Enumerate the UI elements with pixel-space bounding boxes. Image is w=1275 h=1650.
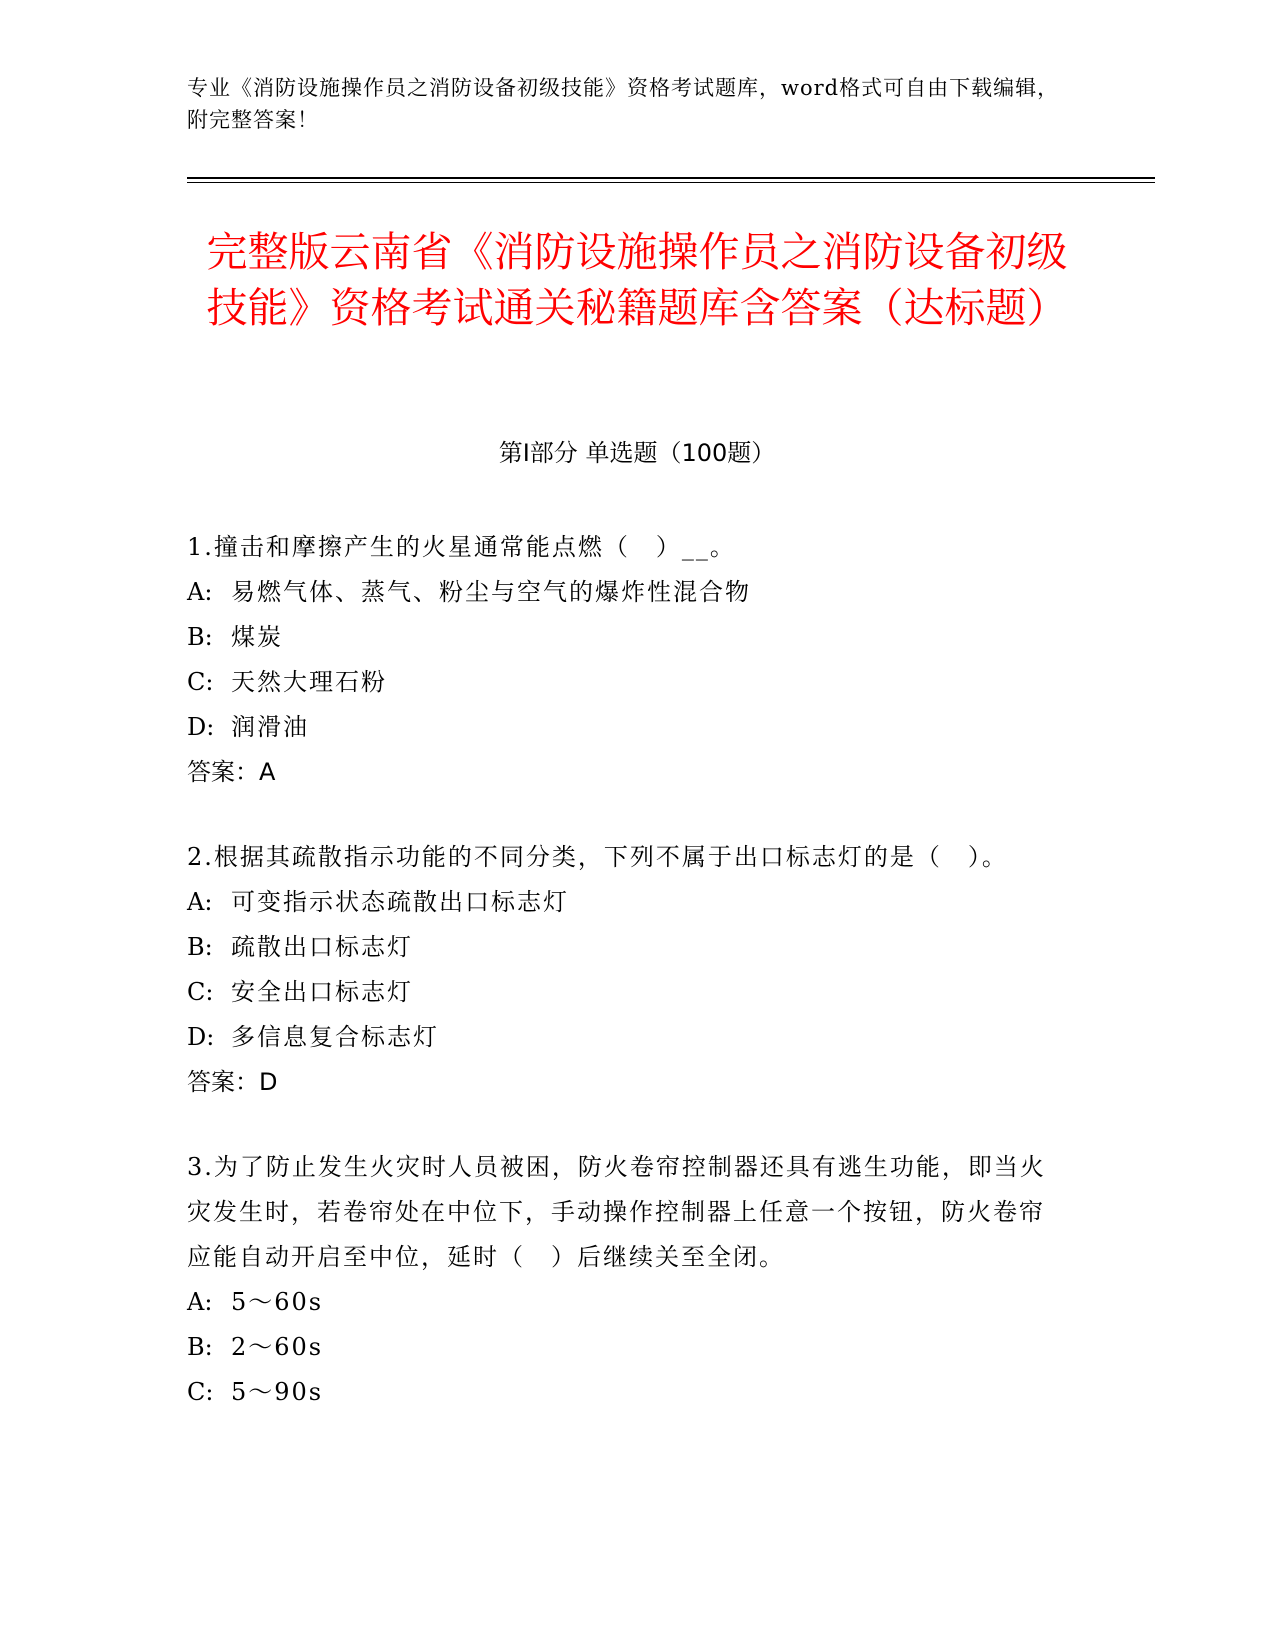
header-note: 专业《消防设施操作员之消防设备初级技能》资格考试题库，word格式可自由下载编辑，附完整答案！ bbox=[187, 76, 1060, 132]
option-letter: B: bbox=[187, 933, 213, 961]
option-text: 可变指示状态疏散出口标志灯 bbox=[231, 888, 569, 916]
option-letter: C: bbox=[187, 668, 214, 696]
option-letter: A: bbox=[187, 578, 213, 606]
question-stem: 3.为了防止发生火灾时人员被困，防火卷帘控制器还具有逃生功能，即当火灾发生时，若卷帘处在中位下，手动操作控制器上任意一个按钮，防火卷帘应能自动开启至中位，延时（ ）后继续关至全闭。 bbox=[187, 1153, 1046, 1271]
question-stem: 2.根据其疏散指示功能的不同分类，下列不属于出口标志灯的是（ ）。 bbox=[187, 843, 1008, 871]
document-title: 完整版云南省《消防设施操作员之消防设备初级技能》资格考试通关秘籍题库含答案（达标题） bbox=[206, 228, 1068, 332]
option-text: 2～60s bbox=[231, 1333, 324, 1361]
section-title: 第Ⅰ部分 单选题（100题） bbox=[498, 439, 776, 467]
option-letter: C: bbox=[187, 1378, 214, 1406]
option-b bbox=[187, 925, 1067, 970]
option-letter: D: bbox=[187, 1023, 215, 1051]
option-text: 安全出口标志灯 bbox=[231, 978, 413, 1006]
option-letter: A: bbox=[187, 1288, 213, 1316]
option-b bbox=[187, 1325, 1067, 1370]
question-list bbox=[187, 525, 1067, 1455]
question-1 bbox=[187, 525, 1067, 795]
option-text: 煤炭 bbox=[231, 623, 283, 651]
answer-prefix: 答案： bbox=[187, 1068, 259, 1096]
option-letter: D: bbox=[187, 713, 215, 741]
option-letter: C: bbox=[187, 978, 214, 1006]
question-3 bbox=[187, 1145, 1067, 1415]
option-a bbox=[187, 570, 1067, 615]
option-text: 多信息复合标志灯 bbox=[231, 1023, 439, 1051]
header-rule-thick bbox=[187, 177, 1155, 179]
option-d bbox=[187, 1015, 1067, 1060]
option-a bbox=[187, 880, 1067, 925]
option-text: 疏散出口标志灯 bbox=[231, 933, 413, 961]
answer-prefix: 答案： bbox=[187, 758, 259, 786]
option-c bbox=[187, 970, 1067, 1015]
option-d bbox=[187, 705, 1067, 750]
option-letter: B: bbox=[187, 623, 213, 651]
option-c bbox=[187, 660, 1067, 705]
option-a bbox=[187, 1280, 1067, 1325]
option-text: 天然大理石粉 bbox=[231, 668, 387, 696]
option-letter: A: bbox=[187, 888, 213, 916]
option-c bbox=[187, 1370, 1067, 1415]
option-b bbox=[187, 615, 1067, 660]
answer-line bbox=[187, 750, 1067, 795]
option-text: 5～60s bbox=[231, 1288, 324, 1316]
option-text: 5～90s bbox=[231, 1378, 324, 1406]
question-stem: 1.撞击和摩擦产生的火星通常能点燃（ ）__。 bbox=[187, 533, 736, 561]
answer-line bbox=[187, 1060, 1067, 1105]
option-letter: B: bbox=[187, 1333, 213, 1361]
answer-value: D bbox=[259, 1068, 278, 1096]
answer-value: A bbox=[259, 758, 276, 786]
option-text: 易燃气体、蒸气、粉尘与空气的爆炸性混合物 bbox=[231, 578, 751, 606]
question-2 bbox=[187, 835, 1067, 1105]
option-text: 润滑油 bbox=[231, 713, 309, 741]
header-rule-thin bbox=[187, 182, 1155, 183]
